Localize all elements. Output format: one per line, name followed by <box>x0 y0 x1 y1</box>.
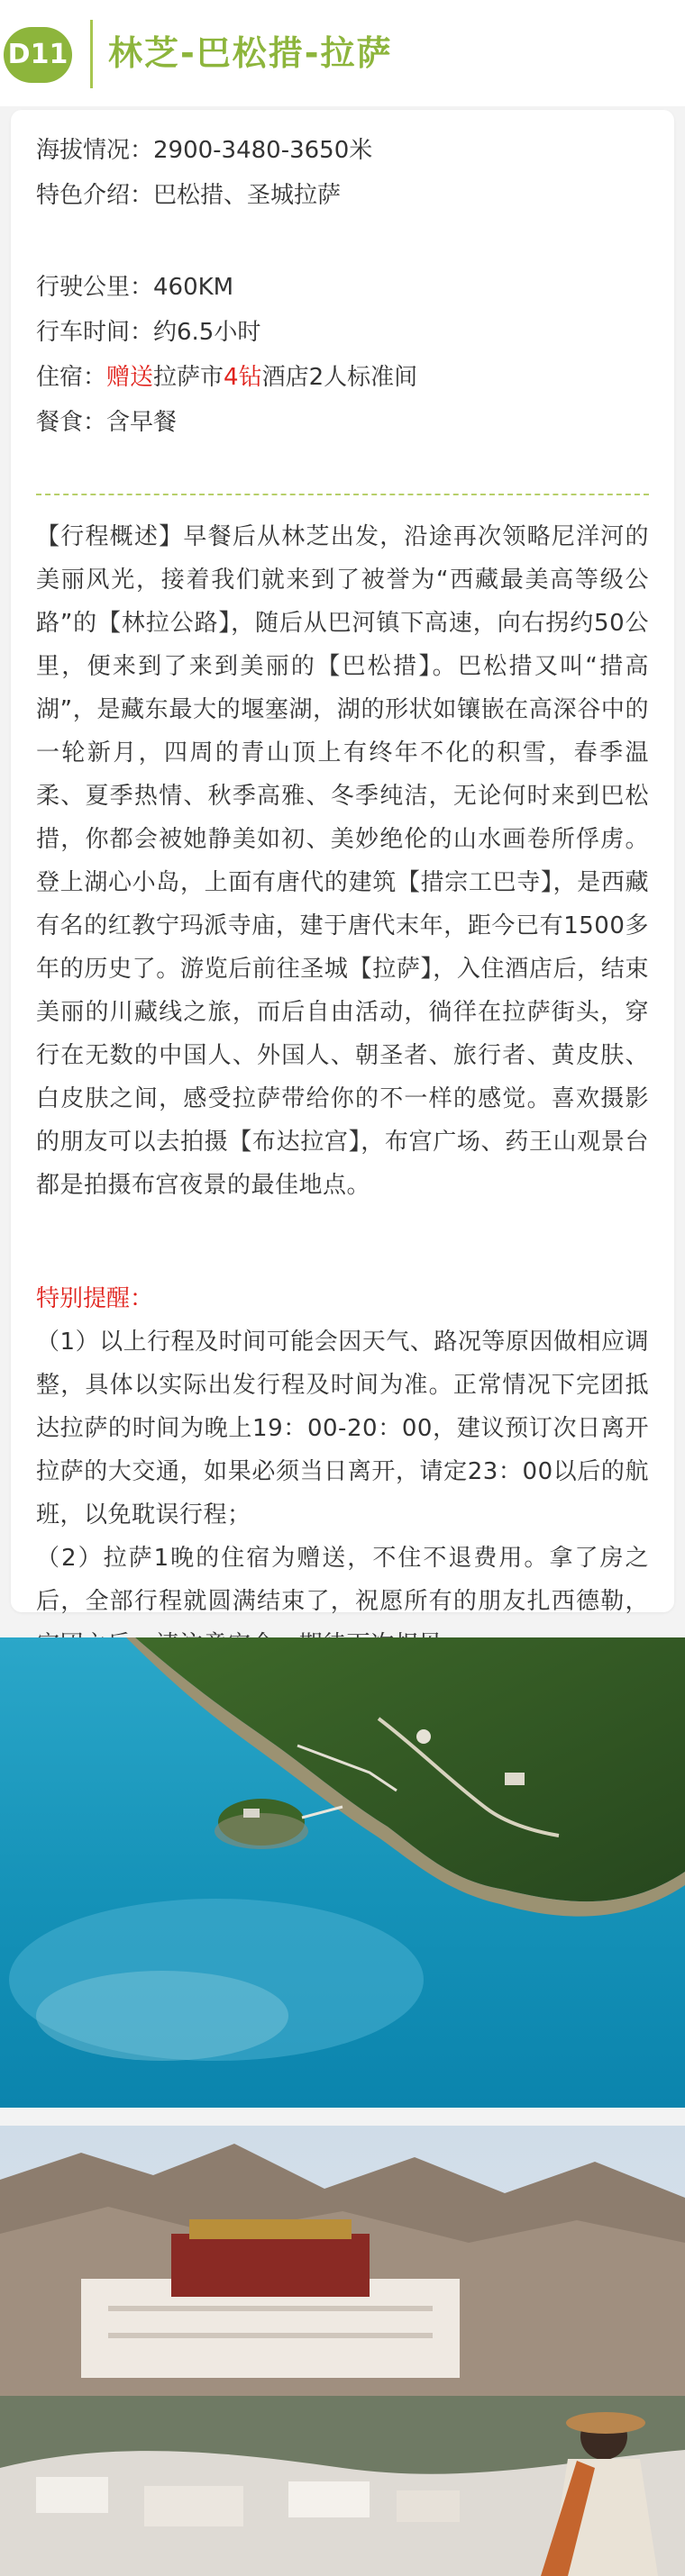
altitude-line: 海拔情况：2900-3480-3650米 <box>36 137 373 164</box>
basongcuo-lake-photo <box>0 1637 685 2108</box>
lodging-stars: 4钻 <box>224 364 262 391</box>
lake-illustration <box>0 1637 685 2108</box>
itinerary-overview: 【行程概述】早餐后从林芝出发，沿途再次领略尼洋河的美丽风光，接着我们就来到了被誉为“西藏最美高等级公路”的【林拉公路】，随后从巴河镇下高速，向右拐约50公里，便来到了来到美丽的【巴松措】。巴松措又叫“措高湖”，是藏东最大的堰塞湖，湖的形状如镶嵌在高深谷中的一轮新月，四周的青山顶上有终年不化的积雪，春季温柔、夏季热情、秋季高雅、冬季纯洁，无论何时来到巴松措，你都会被她静美如初、美妙绝伦的山水画卷所俘虏。登上湖心小岛，上面有唐代的建筑【措宗工巴寺】，是西藏有名的红教宁玛派寺庙，建于唐代末年，距今已有1500多年的历史了。游览后前往圣城【拉萨】，入住酒店后，结束美丽的川藏线之旅，而后自由活动，徜徉在拉萨街头，穿行在无数的中国人、外国人、朝圣者、旅行者、黄皮肤、白皮肤之间，感受拉萨带给你的不一样的感觉。喜欢摄影的朋友可以去拍摄【布达拉宫】，布宫广场、药王山观景台都是拍摄布宫夜景的最佳地点。 <box>36 523 649 1199</box>
header-divider <box>90 20 93 88</box>
potala-illustration <box>0 2126 685 2576</box>
lodging-rest: 酒店2人标准间 <box>261 364 418 391</box>
potala-palace-photo <box>0 2126 685 2576</box>
reminder-list <box>36 1320 649 1666</box>
drive-time-line: 行车时间：约6.5小时 <box>36 319 261 346</box>
day-header <box>0 0 685 106</box>
day-badge: D11 <box>4 27 72 83</box>
reminder-item: （2）拉萨1晚的住宿为赠送，不住不退费用。拿了房之后，全部行程就圆满结束了，祝愿所有的朋友扎西德勒， <box>36 1545 649 1615</box>
itinerary-card <box>11 110 674 1615</box>
reminder-title: 特别提醒： <box>36 1285 154 1312</box>
lodging-gift: 赠送 <box>106 364 154 391</box>
trip-info <box>36 128 649 445</box>
day-title: 林芝-巴松措-拉萨 <box>108 33 393 73</box>
lodging-line <box>36 355 649 400</box>
features-line: 特色介绍：巴松措、圣城拉萨 <box>36 182 342 209</box>
meals-line: 餐食：含早餐 <box>36 409 178 436</box>
distance-line: 行驶公里：460KM <box>36 274 234 301</box>
lodging-city: 拉萨市 <box>153 364 224 391</box>
reminder-item: （1）以上行程及时间可能会因天气、路况等原因做相应调整，具体以实际出发行程及时间为准。正常情况下完团抵达拉萨的时间为晚上19：00-20：00，建议预订次日离开拉萨的大交通，如果必须当日离开，请定23：00以后的航班，以免耽误行程； <box>36 1329 649 1528</box>
lodging-prefix: 住宿： <box>36 364 107 391</box>
section-divider <box>36 494 649 495</box>
